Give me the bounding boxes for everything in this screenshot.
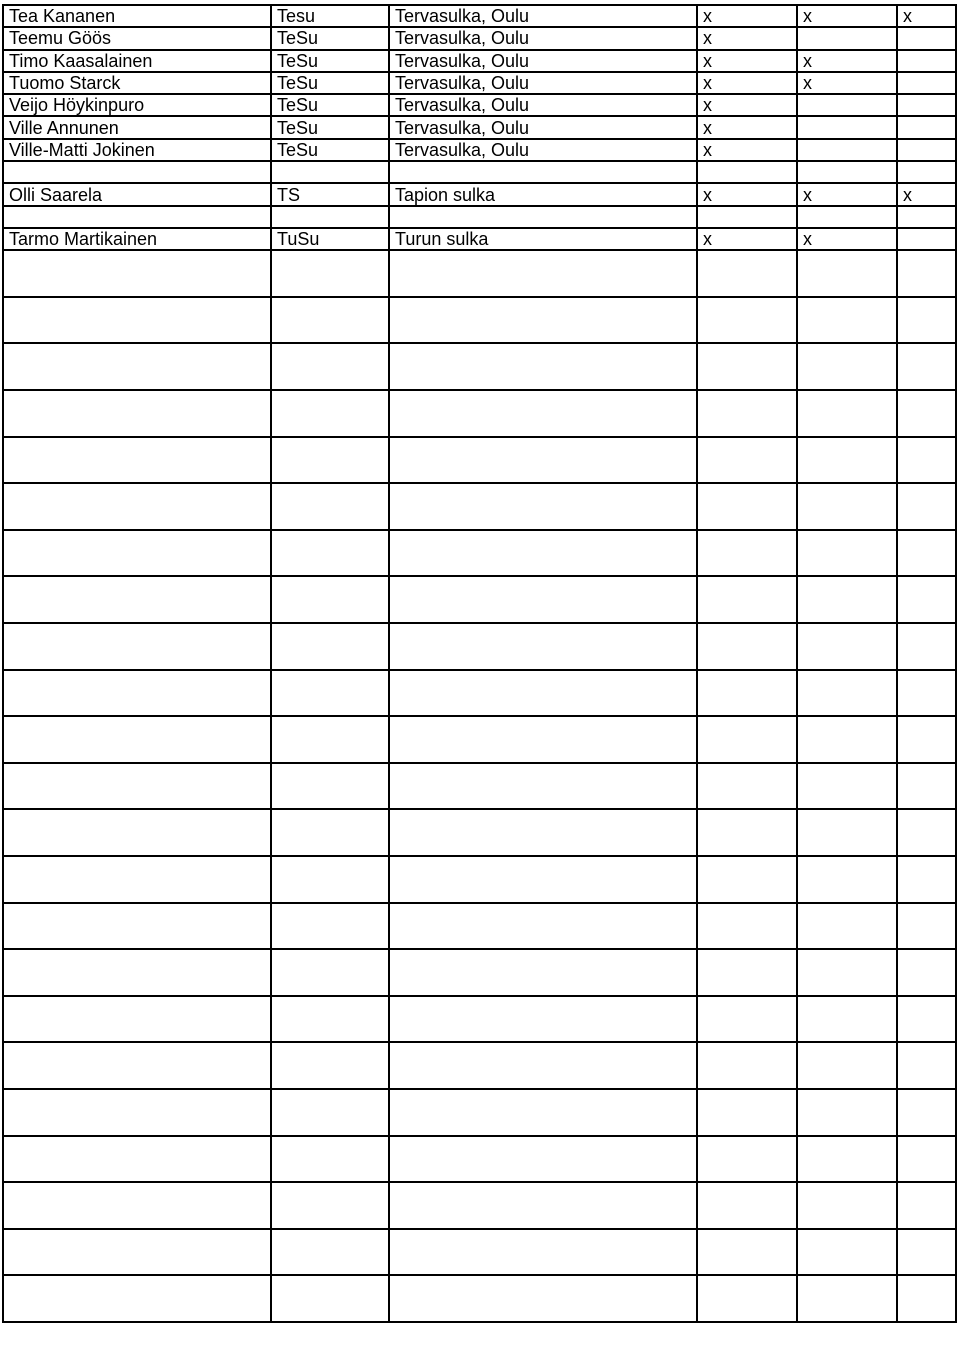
mark-2-cell: x <box>797 228 897 250</box>
empty-cell <box>897 390 956 437</box>
club-name-cell: Tervasulka, Oulu <box>389 5 697 27</box>
empty-row <box>3 1042 956 1089</box>
empty-cell <box>697 1275 797 1322</box>
empty-cell <box>897 856 956 903</box>
empty-row <box>3 437 956 484</box>
mark-3-cell <box>897 161 956 183</box>
player-name-cell: Tarmo Martikainen <box>3 228 271 250</box>
mark-2-cell <box>797 161 897 183</box>
empty-cell <box>697 903 797 950</box>
empty-cell <box>697 809 797 856</box>
mark-1-cell: x <box>697 50 797 72</box>
empty-cell <box>3 716 271 763</box>
empty-cell <box>271 856 389 903</box>
empty-row <box>3 670 956 717</box>
empty-cell <box>271 903 389 950</box>
empty-row <box>3 530 956 577</box>
empty-row <box>3 1089 956 1136</box>
empty-cell <box>797 530 897 577</box>
empty-cell <box>389 1136 697 1183</box>
mark-3-cell <box>897 72 956 94</box>
empty-cell <box>897 1136 956 1183</box>
empty-cell <box>697 623 797 670</box>
empty-cell <box>797 949 897 996</box>
empty-cell <box>271 763 389 810</box>
roster-table <box>2 4 957 1323</box>
mark-1-cell: x <box>697 139 797 161</box>
table-row <box>3 161 956 183</box>
empty-cell <box>697 1229 797 1276</box>
empty-row <box>3 856 956 903</box>
empty-cell <box>797 576 897 623</box>
empty-cell <box>271 250 389 297</box>
mark-2-cell <box>797 94 897 116</box>
mark-3-cell: x <box>897 5 956 27</box>
mark-3-cell <box>897 206 956 228</box>
empty-cell <box>797 1275 897 1322</box>
empty-row <box>3 809 956 856</box>
empty-cell <box>897 437 956 484</box>
empty-cell <box>3 1229 271 1276</box>
empty-row <box>3 1229 956 1276</box>
empty-cell <box>697 1136 797 1183</box>
empty-cell <box>897 763 956 810</box>
empty-cell <box>3 437 271 484</box>
empty-cell <box>797 809 897 856</box>
empty-cell <box>389 809 697 856</box>
empty-cell <box>897 996 956 1043</box>
empty-cell <box>389 1275 697 1322</box>
empty-cell <box>897 670 956 717</box>
empty-cell <box>697 576 797 623</box>
empty-row <box>3 996 956 1043</box>
mark-1-cell: x <box>697 27 797 49</box>
empty-row <box>3 483 956 530</box>
empty-cell <box>3 623 271 670</box>
empty-cell <box>389 716 697 763</box>
mark-1-cell: x <box>697 116 797 138</box>
empty-cell <box>797 390 897 437</box>
empty-cell <box>897 1229 956 1276</box>
empty-row <box>3 623 956 670</box>
club-code-cell: TeSu <box>271 50 389 72</box>
empty-cell <box>897 949 956 996</box>
mark-2-cell: x <box>797 183 897 205</box>
empty-cell <box>271 1182 389 1229</box>
player-name-cell: Ville Annunen <box>3 116 271 138</box>
empty-cell <box>797 1042 897 1089</box>
table-row <box>3 206 956 228</box>
empty-cell <box>3 763 271 810</box>
empty-cell <box>3 250 271 297</box>
club-code-cell: TeSu <box>271 139 389 161</box>
mark-2-cell: x <box>797 50 897 72</box>
empty-cell <box>271 343 389 390</box>
club-code-cell <box>271 161 389 183</box>
empty-cell <box>897 1089 956 1136</box>
mark-2-cell: x <box>797 72 897 94</box>
mark-3-cell <box>897 228 956 250</box>
empty-row <box>3 1275 956 1322</box>
empty-cell <box>389 996 697 1043</box>
empty-cell <box>697 483 797 530</box>
empty-cell <box>389 437 697 484</box>
empty-cell <box>3 530 271 577</box>
club-code-cell: TeSu <box>271 27 389 49</box>
empty-row <box>3 390 956 437</box>
empty-cell <box>389 1089 697 1136</box>
empty-cell <box>697 343 797 390</box>
empty-cell <box>897 530 956 577</box>
empty-cell <box>271 1136 389 1183</box>
empty-cell <box>271 1089 389 1136</box>
player-name-cell: Timo Kaasalainen <box>3 50 271 72</box>
empty-cell <box>3 297 271 344</box>
empty-cell <box>271 483 389 530</box>
player-name-cell: Teemu Göös <box>3 27 271 49</box>
empty-cell <box>3 1182 271 1229</box>
empty-cell <box>3 1089 271 1136</box>
empty-cell <box>389 1042 697 1089</box>
empty-cell <box>389 763 697 810</box>
empty-cell <box>271 623 389 670</box>
empty-row <box>3 903 956 950</box>
empty-cell <box>389 390 697 437</box>
table-row <box>3 5 956 27</box>
empty-cell <box>389 530 697 577</box>
mark-2-cell <box>797 116 897 138</box>
club-name-cell: Tervasulka, Oulu <box>389 139 697 161</box>
empty-cell <box>389 297 697 344</box>
empty-cell <box>697 250 797 297</box>
empty-cell <box>389 670 697 717</box>
empty-row <box>3 343 956 390</box>
empty-row <box>3 949 956 996</box>
empty-cell <box>697 670 797 717</box>
empty-cell <box>697 949 797 996</box>
table-row <box>3 27 956 49</box>
empty-cell <box>3 949 271 996</box>
empty-cell <box>897 1042 956 1089</box>
club-name-cell: Tervasulka, Oulu <box>389 116 697 138</box>
empty-cell <box>271 437 389 484</box>
empty-cell <box>797 250 897 297</box>
empty-cell <box>897 343 956 390</box>
empty-cell <box>797 437 897 484</box>
club-name-cell: Tapion sulka <box>389 183 697 205</box>
empty-cell <box>3 576 271 623</box>
empty-cell <box>797 1182 897 1229</box>
table-row <box>3 116 956 138</box>
empty-cell <box>697 763 797 810</box>
empty-cell <box>271 1042 389 1089</box>
empty-cell <box>271 390 389 437</box>
empty-cell <box>389 1182 697 1229</box>
empty-cell <box>271 716 389 763</box>
mark-3-cell <box>897 27 956 49</box>
empty-row <box>3 576 956 623</box>
empty-cell <box>797 1136 897 1183</box>
mark-1-cell: x <box>697 183 797 205</box>
empty-row <box>3 1182 956 1229</box>
roster-rows <box>3 5 956 1322</box>
player-name-cell: Olli Saarela <box>3 183 271 205</box>
empty-cell <box>797 763 897 810</box>
club-name-cell: Turun sulka <box>389 228 697 250</box>
club-code-cell: Tesu <box>271 5 389 27</box>
empty-cell <box>797 483 897 530</box>
empty-cell <box>389 856 697 903</box>
empty-cell <box>3 903 271 950</box>
club-code-cell: TeSu <box>271 94 389 116</box>
empty-cell <box>3 1275 271 1322</box>
empty-cell <box>3 996 271 1043</box>
mark-2-cell <box>797 206 897 228</box>
table-row <box>3 50 956 72</box>
empty-cell <box>897 297 956 344</box>
empty-cell <box>3 856 271 903</box>
empty-cell <box>897 576 956 623</box>
player-name-cell: Veijo Höykinpuro <box>3 94 271 116</box>
empty-cell <box>3 343 271 390</box>
empty-cell <box>697 390 797 437</box>
empty-cell <box>897 716 956 763</box>
empty-cell <box>897 623 956 670</box>
empty-cell <box>389 343 697 390</box>
empty-cell <box>389 483 697 530</box>
empty-cell <box>897 809 956 856</box>
mark-3-cell: x <box>897 183 956 205</box>
empty-cell <box>897 1275 956 1322</box>
player-name-cell <box>3 206 271 228</box>
empty-cell <box>271 1229 389 1276</box>
club-name-cell: Tervasulka, Oulu <box>389 72 697 94</box>
mark-2-cell <box>797 27 897 49</box>
empty-cell <box>797 623 897 670</box>
empty-cell <box>3 809 271 856</box>
mark-1-cell: x <box>697 228 797 250</box>
empty-cell <box>797 343 897 390</box>
player-name-cell: Ville-Matti Jokinen <box>3 139 271 161</box>
mark-3-cell <box>897 116 956 138</box>
mark-1-cell: x <box>697 72 797 94</box>
empty-cell <box>897 903 956 950</box>
club-code-cell: TS <box>271 183 389 205</box>
empty-cell <box>271 297 389 344</box>
mark-1-cell <box>697 206 797 228</box>
table-row <box>3 228 956 250</box>
table-row <box>3 139 956 161</box>
empty-cell <box>697 716 797 763</box>
empty-cell <box>797 297 897 344</box>
empty-cell <box>271 530 389 577</box>
mark-2-cell <box>797 139 897 161</box>
empty-cell <box>797 716 897 763</box>
empty-cell <box>389 903 697 950</box>
player-name-cell <box>3 161 271 183</box>
club-code-cell: TeSu <box>271 116 389 138</box>
club-name-cell <box>389 206 697 228</box>
empty-cell <box>271 809 389 856</box>
empty-cell <box>797 1229 897 1276</box>
empty-cell <box>271 996 389 1043</box>
mark-3-cell <box>897 94 956 116</box>
empty-cell <box>797 856 897 903</box>
empty-cell <box>389 576 697 623</box>
table-row <box>3 183 956 205</box>
empty-row <box>3 716 956 763</box>
empty-cell <box>389 623 697 670</box>
mark-3-cell <box>897 50 956 72</box>
empty-cell <box>697 1182 797 1229</box>
empty-cell <box>389 949 697 996</box>
mark-1-cell: x <box>697 94 797 116</box>
mark-1-cell <box>697 161 797 183</box>
empty-cell <box>3 1042 271 1089</box>
mark-2-cell: x <box>797 5 897 27</box>
empty-row <box>3 763 956 810</box>
empty-cell <box>697 297 797 344</box>
empty-cell <box>897 250 956 297</box>
empty-cell <box>389 250 697 297</box>
empty-cell <box>797 670 897 717</box>
empty-cell <box>697 856 797 903</box>
empty-cell <box>697 1089 797 1136</box>
table-row <box>3 72 956 94</box>
empty-cell <box>389 1229 697 1276</box>
empty-cell <box>797 1089 897 1136</box>
player-name-cell: Tuomo Starck <box>3 72 271 94</box>
empty-cell <box>3 670 271 717</box>
empty-cell <box>697 996 797 1043</box>
club-name-cell <box>389 161 697 183</box>
club-code-cell: TeSu <box>271 72 389 94</box>
empty-cell <box>797 996 897 1043</box>
empty-cell <box>271 1275 389 1322</box>
club-code-cell <box>271 206 389 228</box>
mark-1-cell: x <box>697 5 797 27</box>
empty-cell <box>3 390 271 437</box>
empty-cell <box>3 483 271 530</box>
club-name-cell: Tervasulka, Oulu <box>389 27 697 49</box>
empty-row <box>3 250 956 297</box>
mark-3-cell <box>897 139 956 161</box>
table-row <box>3 94 956 116</box>
empty-row <box>3 297 956 344</box>
empty-cell <box>897 483 956 530</box>
club-code-cell: TuSu <box>271 228 389 250</box>
empty-cell <box>797 903 897 950</box>
empty-cell <box>271 576 389 623</box>
empty-cell <box>271 670 389 717</box>
empty-row <box>3 1136 956 1183</box>
empty-cell <box>271 949 389 996</box>
empty-cell <box>697 437 797 484</box>
empty-cell <box>3 1136 271 1183</box>
player-name-cell: Tea Kananen <box>3 5 271 27</box>
club-name-cell: Tervasulka, Oulu <box>389 50 697 72</box>
empty-cell <box>697 530 797 577</box>
empty-cell <box>697 1042 797 1089</box>
empty-cell <box>897 1182 956 1229</box>
club-name-cell: Tervasulka, Oulu <box>389 94 697 116</box>
